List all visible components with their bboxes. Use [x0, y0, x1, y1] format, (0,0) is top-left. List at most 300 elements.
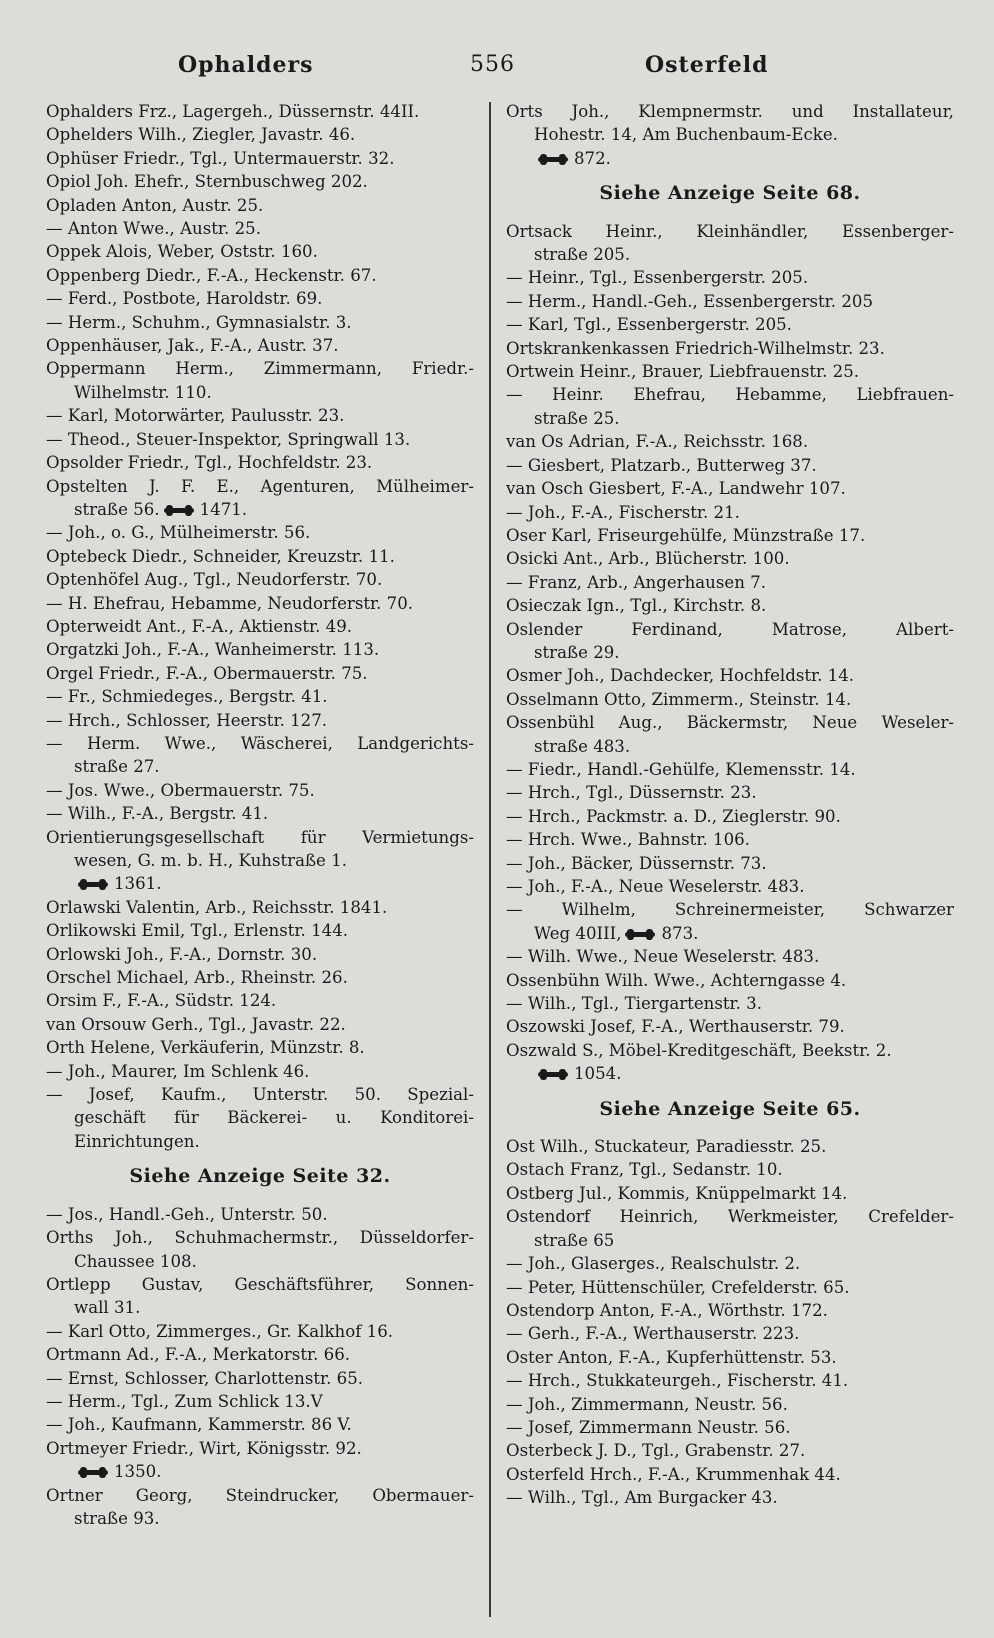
phone-number: 872. [574, 148, 611, 168]
entry-text: — Jos. Wwe., Obermauerstr. 75. [46, 780, 315, 800]
directory-entry [506, 758, 954, 781]
directory-entry [46, 217, 474, 240]
entry-word: Landgerichts- [357, 733, 474, 753]
entry-text: Wilhelmstr. 110. [74, 382, 212, 402]
directory-entry [506, 266, 954, 289]
entry-text: straße 56. [74, 499, 160, 519]
entry-text: Orsim F., F.-A., Südstr. 124. [46, 991, 277, 1011]
entry-text: Ost Wilh., Stuckateur, Paradiesstr. 25. [506, 1137, 827, 1157]
entry-word: Matrose, [771, 619, 847, 639]
entry-text: Ortmeyer Friedr., Wirt, Königsstr. 92. [46, 1438, 362, 1458]
entry-text: — Joh., Bäcker, Düssernstr. 73. [506, 853, 767, 873]
directory-entry [506, 1346, 954, 1369]
telephone-icon [538, 154, 568, 165]
entry-word: Oppermann [46, 359, 146, 379]
column-divider [489, 102, 491, 1617]
entry-text: — Hrch., Packmstr. a. D., Zieglerstr. 90. [506, 806, 841, 826]
entry-text: Osterfeld Hrch., F.-A., Krummenhak 44. [506, 1464, 841, 1484]
entry-text: Ortskrankenkassen Friedrich-Wilhelmstr. 23. [506, 338, 885, 358]
directory-entry [506, 664, 954, 687]
entry-word: Konditorei- [380, 1108, 474, 1128]
entry-text: — Franz, Arb., Angerhausen 7. [506, 572, 766, 592]
entry-word: Ortner [46, 1485, 103, 1505]
entry-word: Liebfrauen- [856, 385, 954, 405]
directory-entry [506, 313, 954, 336]
telephone-icon [538, 1069, 568, 1080]
directory-entry [46, 1507, 474, 1530]
entry-word: Agenturen, [260, 476, 355, 496]
directory-entry [46, 498, 474, 521]
phone-number: 1361. [114, 874, 162, 894]
entry-word: Mülheimer- [376, 476, 474, 496]
entry-text: Osterbeck J. D., Tgl., Grabenstr. 27. [506, 1441, 806, 1461]
entry-word: Opstelten [46, 476, 128, 496]
entry-word: Crefelder- [868, 1207, 954, 1227]
entry-word: Schuhmachermstr., [174, 1228, 339, 1248]
entry-word: für [300, 827, 326, 847]
entry-text: Osicki Ant., Arb., Blücherstr. 100. [506, 549, 790, 569]
directory-entry [506, 123, 954, 146]
directory-entry [506, 1062, 954, 1085]
entry-text: Orlawski Valentin, Arb., Reichsstr. 1841. [46, 897, 388, 917]
entry-text: Orgatzki Joh., F.-A., Wanheimerstr. 113. [46, 640, 380, 660]
entry-text: Oser Karl, Friseurgehülfe, Münzstraße 17. [506, 525, 866, 545]
entry-text: wall 31. [74, 1298, 141, 1318]
entry-text: Ophüser Friedr., Tgl., Untermauerstr. 32. [46, 148, 395, 168]
directory-entry [46, 1060, 474, 1083]
entry-text: — Giesbert, Platzarb., Butterweg 37. [506, 455, 817, 475]
entry-word: Hebamme, [735, 385, 827, 405]
entry-word: Aug., [618, 713, 663, 733]
entry-text: Osselmann Otto, Zimmerm., Steinstr. 14. [506, 689, 852, 709]
entry-text: — Gerh., F.-A., Werthauserstr. 223. [506, 1324, 800, 1344]
entry-text: Orlowski Joh., F.-A., Dornstr. 30. [46, 944, 318, 964]
directory-entry [46, 170, 474, 193]
directory-entry [46, 638, 474, 661]
entry-text: Ortmann Ad., F.-A., Merkatorstr. 66. [46, 1345, 351, 1365]
directory-entry [506, 594, 954, 617]
entry-word: Bäckermstr, [686, 713, 789, 733]
entry-word: und [791, 102, 824, 121]
entry-word: Joh., [115, 1228, 153, 1248]
directory-entry [46, 966, 474, 989]
entry-word: Kleinhändler, [696, 221, 809, 241]
entry-word: Klempnermstr. [638, 102, 763, 121]
entry-word: Friedr.- [411, 359, 474, 379]
entry-word: Oslender [506, 619, 583, 639]
directory-entry [506, 1463, 954, 1486]
entry-text: Ortwein Heinr., Brauer, Liebfrauenstr. 25. [506, 362, 860, 382]
entry-word: Albert- [896, 619, 954, 639]
directory-entry [506, 805, 954, 828]
entry-text: Chaussee 108. [74, 1251, 197, 1271]
entry-text: Osmer Joh., Dachdecker, Hochfeldstr. 14. [506, 666, 855, 686]
entry-word: Wäscherei, [240, 733, 333, 753]
directory-entry [46, 381, 474, 404]
directory-entry [46, 404, 474, 427]
directory-entry [506, 454, 954, 477]
directory-entry [46, 428, 474, 451]
entry-text: Oppek Alois, Weber, Oststr. 160. [46, 242, 318, 262]
entry-word: Installateur, [852, 102, 954, 121]
entry-word: Schwarzer [864, 900, 954, 920]
phone-number: 1350. [114, 1462, 162, 1482]
directory-entry [46, 732, 474, 755]
directory-entry [506, 922, 954, 945]
entry-text: — Ernst, Schlosser, Charlottenstr. 65. [46, 1368, 364, 1388]
directory-entry [46, 826, 474, 849]
entry-text: — Peter, Hüttenschüler, Crefelderstr. 65. [506, 1277, 850, 1297]
entry-text: Weg 40III, [534, 923, 622, 943]
directory-entry [46, 1273, 474, 1296]
entry-text: — Joh., Maurer, Im Schlenk 46. [46, 1061, 310, 1081]
directory-entry [46, 451, 474, 474]
entry-text: Opladen Anton, Austr. 25. [46, 195, 264, 215]
entry-word: Joh., [571, 102, 610, 121]
entry-word: Wwe., [164, 733, 217, 753]
entry-word: Düsseldorfer- [359, 1228, 474, 1248]
directory-entry [506, 992, 954, 1015]
entry-word: Georg, [135, 1485, 193, 1505]
entry-text: van Osch Giesbert, F.-A., Landwehr 107. [506, 479, 846, 499]
directory-entry [46, 1203, 474, 1226]
directory-entry [506, 407, 954, 430]
directory-entry [506, 1135, 954, 1158]
entry-text: Opiol Joh. Ehefr., Sternbuschweg 202. [46, 172, 368, 192]
directory-entry [506, 969, 954, 992]
entry-text: Optenhöfel Aug., Tgl., Neudorferstr. 70. [46, 570, 383, 590]
entry-word: Weseler- [881, 713, 954, 733]
entry-text: — Herm., Handl.-Geh., Essenbergerstr. 205 [506, 291, 874, 311]
directory-entry [506, 383, 954, 406]
entry-word: Orientierungsgesellschaft [46, 827, 265, 847]
entry-text: Einrichtungen. [74, 1131, 200, 1151]
directory-entry [46, 849, 474, 872]
entry-word: Orts [506, 102, 543, 121]
entry-text: — Joh., Zimmermann, Neustr. 56. [506, 1394, 788, 1414]
entry-word: für [174, 1108, 199, 1128]
entry-word: Spezial- [407, 1085, 474, 1105]
entry-word: Werkmeister, [727, 1207, 839, 1227]
entry-word: Ortlepp [46, 1274, 111, 1294]
entry-word: Zimmermann, [263, 359, 383, 379]
entry-text: — Herm., Tgl., Zum Schlick 13.V [46, 1391, 323, 1411]
entry-text: straße 93. [74, 1508, 160, 1528]
entry-text: Oppenhäuser, Jak., F.-A., Austr. 37. [46, 336, 339, 356]
entry-text: Orgel Friedr., F.-A., Obermauerstr. 75. [46, 663, 368, 683]
entry-text: Optebeck Diedr., Schneider, Kreuzstr. 11. [46, 546, 395, 566]
entry-text: — Heinr., Tgl., Essenbergerstr. 205. [506, 268, 809, 288]
entry-text: — Hrch. Wwe., Bahnstr. 106. [506, 830, 750, 850]
directory-entry [506, 360, 954, 383]
directory-entry [506, 337, 954, 360]
telephone-icon [78, 879, 108, 890]
entry-text: straße 27. [74, 757, 160, 777]
entry-text: van Orsouw Gerh., Tgl., Javastr. 22. [46, 1014, 346, 1034]
directory-entry [46, 685, 474, 708]
directory-entry [46, 521, 474, 544]
entry-text: — Hrch., Stukkateurgeh., Fischerstr. 41. [506, 1371, 849, 1391]
directory-entry [506, 290, 954, 313]
entry-word: F. [181, 476, 196, 496]
entry-text: Hohestr. 14, Am Buchenbaum-Ecke. [534, 125, 838, 145]
entry-text: Opsolder Friedr., Tgl., Hochfeldstr. 23. [46, 453, 373, 473]
directory-entry [46, 1296, 474, 1319]
directory-entry [506, 711, 954, 734]
entry-text: — Hrch., Tgl., Düssernstr. 23. [506, 783, 757, 803]
header-left-keyword: Ophalders [178, 52, 314, 78]
directory-entry [506, 828, 954, 851]
directory-entry [46, 287, 474, 310]
entry-text: — Theod., Steuer-Inspektor, Springwall 13. [46, 429, 411, 449]
entry-text: — Joh., F.-A., Fischerstr. 21. [506, 502, 740, 522]
entry-word: Kaufm., [160, 1085, 227, 1105]
entry-text: — Anton Wwe., Austr. 25. [46, 219, 261, 239]
directory-entry [46, 194, 474, 217]
entry-text: — Joh., o. G., Mülheimerstr. 56. [46, 523, 311, 543]
entry-text: wesen, G. m. b. H., Kuhstraße 1. [74, 851, 347, 870]
phone-number: 1054. [574, 1064, 622, 1084]
directory-entry [46, 779, 474, 802]
directory-entry [506, 781, 954, 804]
directory-entry [46, 662, 474, 685]
advertisement-reference [46, 1165, 474, 1188]
entry-text: Orlikowski Emil, Tgl., Erlenstr. 144. [46, 921, 349, 941]
entry-text: Ophalders Frz., Lagergeh., Düssernstr. 44II. [46, 102, 420, 121]
directory-entry [46, 943, 474, 966]
entry-text: Ossenbühn Wilh. Wwe., Achterngasse 4. [506, 970, 847, 990]
entry-text: straße 205. [534, 245, 631, 265]
entry-text: Oszwald S., Möbel-Kreditgeschäft, Beekstr. 2. [506, 1040, 892, 1060]
entry-word: Obermauer- [372, 1485, 474, 1505]
entry-text: — Karl, Motorwärter, Paulusstr. 23. [46, 406, 345, 426]
entry-text: — Jos., Handl.-Geh., Unterstr. 50. [46, 1204, 328, 1224]
directory-entry [506, 898, 954, 921]
directory-entry [46, 1390, 474, 1413]
entry-text: — Wilh., F.-A., Bergstr. 41. [46, 804, 269, 824]
directory-entry [506, 243, 954, 266]
directory-entry [506, 688, 954, 711]
directory-entry [46, 1106, 474, 1129]
telephone-icon [625, 929, 655, 940]
entry-text: — Herm., Schuhm., Gymnasialstr. 3. [46, 312, 352, 332]
directory-entry [46, 311, 474, 334]
entry-word: Bäckerei- [227, 1108, 308, 1128]
directory-entry [506, 1393, 954, 1416]
entry-word: Wilhelm, [561, 900, 636, 920]
directory-entry [46, 1367, 474, 1390]
entry-word: Gustav, [141, 1274, 204, 1294]
entry-word: Vermietungs- [362, 827, 474, 847]
directory-entry [506, 524, 954, 547]
entry-text: Siehe Anzeige Seite 65. [599, 1097, 861, 1120]
directory-entry [506, 641, 954, 664]
entry-word: — [46, 733, 63, 753]
entry-word: geschäft [74, 1108, 146, 1128]
directory-entry [506, 852, 954, 875]
entry-text: — Wilh. Wwe., Neue Weselerstr. 483. [506, 947, 820, 967]
entry-word: Sonnen- [405, 1274, 474, 1294]
directory-entry [46, 592, 474, 615]
entry-word: Ossenbühl [506, 713, 595, 733]
entry-text: — Karl, Tgl., Essenbergerstr. 205. [506, 315, 792, 335]
entry-word: Essenberger- [841, 221, 954, 241]
directory-entry [46, 1130, 474, 1153]
directory-entry [46, 1013, 474, 1036]
directory-entry [46, 1083, 474, 1106]
entry-text: straße 65 [534, 1230, 615, 1250]
directory-entry [506, 1276, 954, 1299]
entry-word: Herm., [175, 359, 234, 379]
directory-entry [46, 709, 474, 732]
directory-entry [506, 430, 954, 453]
entry-word: u. [335, 1108, 352, 1128]
directory-entry [506, 1158, 954, 1181]
directory-entry [46, 100, 474, 123]
directory-entry [506, 1416, 954, 1439]
directory-entry [506, 1182, 954, 1205]
telephone-icon [78, 1467, 108, 1478]
directory-entry [46, 1484, 474, 1507]
phone-number: 1471. [199, 499, 248, 519]
entry-word: Herm. [87, 733, 141, 753]
directory-entry [506, 501, 954, 524]
entry-text: — Karl Otto, Zimmerges., Gr. Kalkhof 16. [46, 1321, 394, 1341]
entry-text: Osieczak Ign., Tgl., Kirchstr. 8. [506, 596, 767, 616]
entry-word: Neue [812, 713, 858, 733]
entry-text: — Joh., Kaufmann, Kammerstr. 86 V. [46, 1415, 352, 1435]
directory-entry [506, 735, 954, 758]
entry-text: van Os Adrian, F.-A., Reichsstr. 168. [506, 432, 809, 452]
advertisement-reference [506, 1098, 954, 1121]
entry-word: Ortsack [506, 221, 572, 241]
directory-entry [506, 547, 954, 570]
entry-word: Ehefrau, [633, 385, 706, 405]
entry-word: Josef, [88, 1085, 135, 1105]
directory-entry [46, 357, 474, 380]
entry-text: — Fr., Schmiedeges., Bergstr. 41. [46, 687, 328, 707]
entry-text: Oszowski Josef, F.-A., Werthauserstr. 79. [506, 1017, 845, 1037]
directory-entry [46, 123, 474, 146]
directory-entry [506, 1252, 954, 1275]
left-column [46, 100, 474, 1530]
entry-text: straße 25. [534, 408, 620, 428]
directory-entry [506, 1486, 954, 1509]
directory-entry [506, 1369, 954, 1392]
directory-entry [506, 477, 954, 500]
entry-text: Ostach Franz, Tgl., Sedanstr. 10. [506, 1160, 783, 1180]
entry-word: Heinr., [605, 221, 663, 241]
entry-word: Heinr. [552, 385, 604, 405]
directory-entry [46, 919, 474, 942]
directory-entry [46, 334, 474, 357]
entry-text: — Ferd., Postbote, Haroldstr. 69. [46, 289, 323, 309]
page-number: 556 [470, 52, 515, 77]
directory-entry [46, 1320, 474, 1343]
directory-entry [506, 147, 954, 170]
advertisement-reference [506, 182, 954, 205]
entry-text: — Joh., F.-A., Neue Weselerstr. 483. [506, 877, 805, 896]
entry-word: Schreinermeister, [674, 900, 826, 920]
entry-word: J. [149, 476, 160, 496]
entry-word: Ostendorf [506, 1207, 590, 1227]
directory-entry [46, 1460, 474, 1483]
entry-text: Opterweidt Ant., F.-A., Aktienstr. 49. [46, 616, 353, 636]
directory-entry [46, 240, 474, 263]
entry-word: Ferdinand, [631, 619, 723, 639]
entry-text: — Josef, Zimmermann Neustr. 56. [506, 1417, 791, 1437]
directory-entry [46, 1036, 474, 1059]
entry-text: — Fiedr., Handl.-Gehülfe, Klemensstr. 14. [506, 759, 856, 779]
entry-text: — Hrch., Schlosser, Heerstr. 127. [46, 710, 328, 730]
directory-entry [46, 545, 474, 568]
header-right-keyword: Osterfeld [645, 52, 769, 78]
directory-entry [46, 872, 474, 895]
directory-entry [506, 220, 954, 243]
entry-text: Ostendorp Anton, F.-A., Wörthstr. 172. [506, 1300, 828, 1320]
directory-entry [46, 1343, 474, 1366]
directory-entry [46, 568, 474, 591]
entry-word: Steindrucker, [225, 1485, 340, 1505]
directory-entry [46, 475, 474, 498]
entry-word: 50. [354, 1085, 381, 1105]
directory-entry [46, 755, 474, 778]
entry-word: Orths [46, 1228, 94, 1248]
directory-entry [46, 1226, 474, 1249]
directory-entry [46, 147, 474, 170]
entry-text: Orschel Michael, Arb., Rheinstr. 26. [46, 968, 348, 988]
directory-entry [506, 1015, 954, 1038]
directory-entry [506, 618, 954, 641]
entry-text: — Wilh., Tgl., Am Burgacker 43. [506, 1488, 778, 1508]
entry-word: E., [216, 476, 240, 496]
entry-text: Oppenberg Diedr., F.-A., Heckenstr. 67. [46, 265, 377, 285]
entry-word: — [506, 385, 523, 405]
directory-entry [46, 264, 474, 287]
directory-entry [506, 100, 954, 123]
directory-entry [506, 571, 954, 594]
entry-word: Geschäftsführer, [234, 1274, 374, 1294]
entry-text: — Joh., Glaserges., Realschulstr. 2. [506, 1254, 801, 1274]
entry-text: — H. Ehefrau, Hebamme, Neudorferstr. 70. [46, 593, 414, 613]
directory-entry [506, 1439, 954, 1462]
entry-text: straße 29. [534, 642, 620, 662]
directory-entry [506, 1299, 954, 1322]
entry-text: straße 483. [534, 736, 631, 756]
entry-text: Siehe Anzeige Seite 32. [129, 1165, 391, 1188]
entry-text: — Wilh., Tgl., Tiergartenstr. 3. [506, 994, 763, 1014]
directory-entry [46, 1437, 474, 1460]
right-column [506, 100, 954, 1510]
entry-text: Ophelders Wilh., Ziegler, Javastr. 46. [46, 125, 356, 145]
directory-entry [46, 896, 474, 919]
directory-entry [46, 1250, 474, 1273]
entry-text: Ostberg Jul., Kommis, Knüppelmarkt 14. [506, 1183, 848, 1203]
directory-entry [506, 1205, 954, 1228]
entry-word: — [506, 900, 523, 920]
entry-word: — [46, 1085, 63, 1105]
telephone-icon [164, 505, 194, 516]
directory-entry [506, 1229, 954, 1252]
entry-word: Heinrich, [619, 1207, 699, 1227]
entry-text: Orth Helene, Verkäuferin, Münzstr. 8. [46, 1038, 365, 1058]
directory-entry [506, 1039, 954, 1062]
entry-text: Siehe Anzeige Seite 68. [599, 182, 861, 205]
entry-text: Oster Anton, F.-A., Kupferhüttenstr. 53. [506, 1347, 837, 1367]
directory-entry [506, 945, 954, 968]
directory-entry [506, 1322, 954, 1345]
directory-entry [46, 1413, 474, 1436]
